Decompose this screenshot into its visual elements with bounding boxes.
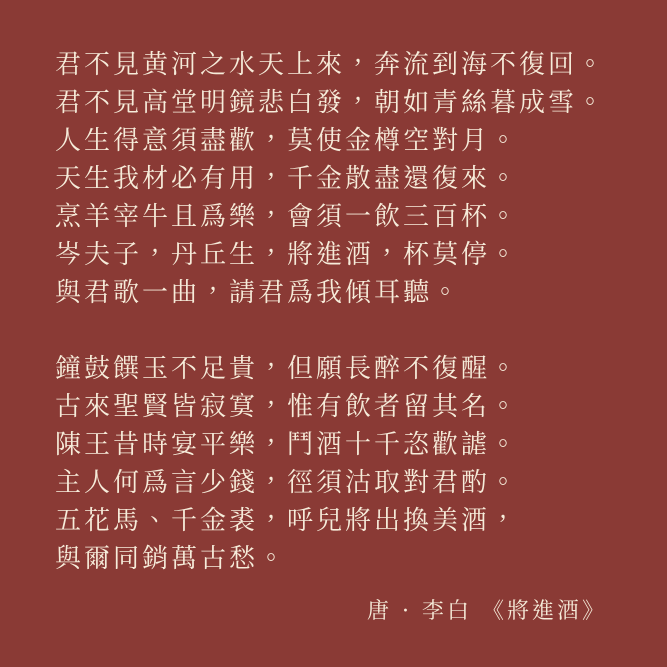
poem-line: 君不見高堂明鏡悲白發，朝如青絲暮成雪。 [55,88,607,118]
stanza-divider [55,312,633,350]
poem-line: 五花馬、千金裘，呼兒將出換美酒， [55,506,520,536]
poem-line: 人生得意須盡歡，莫使金樽空對月。 [55,126,520,156]
stanza-2 [55,350,633,578]
poem-attribution: 唐 · 李白 《將進酒》 [367,599,607,624]
poem-line: 與君歌一曲，請君爲我傾耳聽。 [55,278,462,308]
poem-line: 古來聖賢皆寂寞，惟有飲者留其名。 [55,392,520,422]
poem-line: 君不見黄河之水天上來，奔流到海不復回。 [55,50,607,80]
poem-line: 岑夫子，丹丘生，將進酒，杯莫停。 [55,240,520,270]
poem-line: 烹羊宰牛且爲樂，會須一飲三百杯。 [55,202,520,232]
stanza-1 [55,46,633,312]
poem-body [55,46,633,578]
poem-line: 鐘鼓饌玉不足貴，但願長醉不復醒。 [55,354,520,384]
poem-line: 天生我材必有用，千金散盡還復來。 [55,164,520,194]
poem-line: 與爾同銷萬古愁。 [55,544,288,574]
poem-line: 陳王昔時宴平樂，鬥酒十千恣歡謔。 [55,430,520,460]
poem-line: 主人何爲言少錢，徑須沽取對君酌。 [55,468,520,498]
